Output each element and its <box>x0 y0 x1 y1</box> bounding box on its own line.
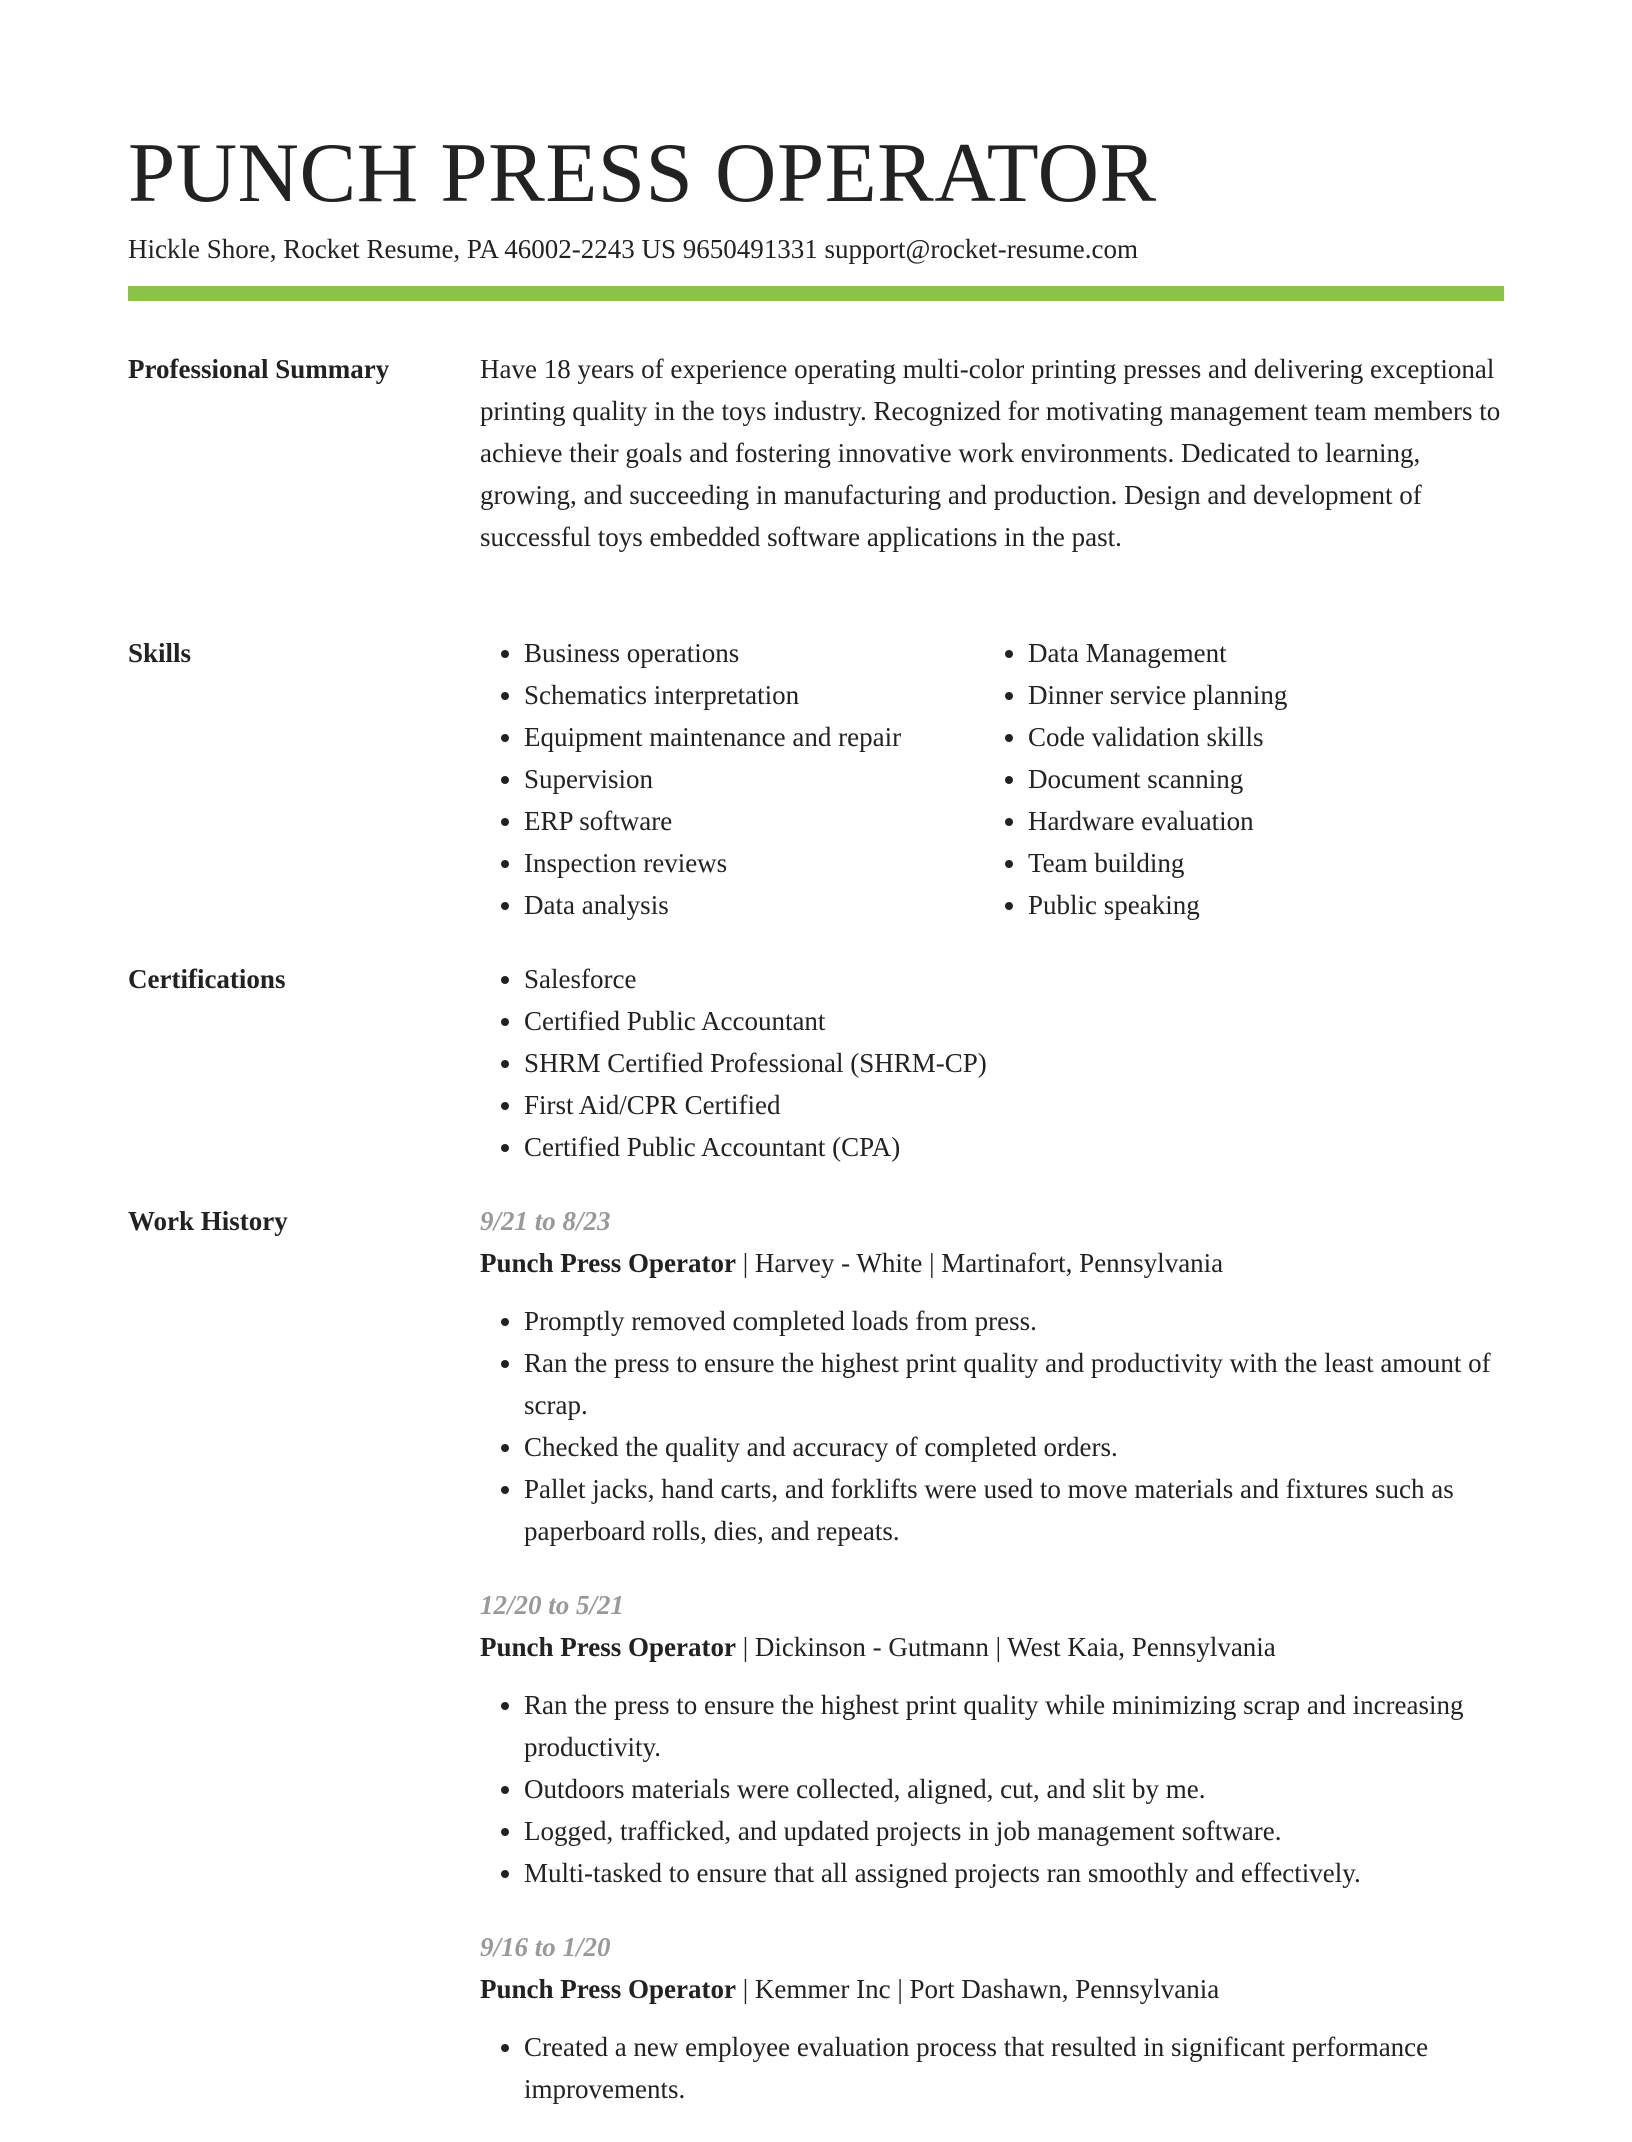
certification-item: • Certified Public Accountant (CPA) <box>524 1126 1504 1168</box>
job-title: Punch Press Operator <box>480 1974 736 2004</box>
skill-item: • Hardware evaluation <box>1028 800 1504 842</box>
job-bullets <box>480 1684 1504 1894</box>
job-title-line <box>480 1626 1504 1668</box>
summary-body <box>480 348 1504 558</box>
skill-item: • Code validation skills <box>1028 716 1504 758</box>
skill-item: • Schematics interpretation <box>524 674 980 716</box>
skill-item: • Public speaking <box>1028 884 1504 926</box>
skill-item: • Data analysis <box>524 884 980 926</box>
skills-list-left <box>480 632 980 926</box>
certifications-section <box>128 958 1504 1178</box>
job-bullets <box>480 2026 1504 2110</box>
skills-body <box>480 632 1504 926</box>
job-bullet: • Logged, trafficked, and updated projects in job management software. <box>524 1810 1504 1852</box>
certifications-body <box>480 958 1504 1168</box>
job-title-line <box>480 1968 1504 2010</box>
job-employer-location: | Harvey - White | Martinafort, Pennsylvania <box>735 1248 1224 1278</box>
skills-column-left <box>480 632 980 926</box>
skills-section <box>128 632 1504 932</box>
skills-columns <box>480 632 1504 926</box>
certification-item: • First Aid/CPR Certified <box>524 1084 1504 1126</box>
work-history-body <box>480 1200 1504 2142</box>
skills-label: Skills <box>128 638 192 668</box>
summary-label: Professional Summary <box>128 354 390 384</box>
job-employer-location: | Dickinson - Gutmann | West Kaia, Pennsylvania <box>735 1632 1276 1662</box>
job-bullet: • Ran the press to ensure the highest print quality and productivity with the least amount of scrap. <box>524 1342 1504 1426</box>
work-history-label: Work History <box>128 1206 288 1236</box>
resume-name: PUNCH PRESS OPERATOR <box>128 126 1157 220</box>
skill-item: • Business operations <box>524 632 980 674</box>
skills-column-right <box>984 632 1504 926</box>
job-entry <box>480 1926 1504 2110</box>
summary-text: Have 18 years of experience operating multi-color printing presses and delivering exceptional printing quality in the toys industry. Recognized for motivating management team members to achieve their goals and fostering innovative work environments. Dedicated to learning, growing, and succeeding in manufacturing and production. Design and development of successful toys embedded software applications in the past. <box>480 354 1501 552</box>
skill-item: • ERP software <box>524 800 980 842</box>
skill-item: • Document scanning <box>1028 758 1504 800</box>
skill-item: • Data Management <box>1028 632 1504 674</box>
accent-divider <box>128 286 1504 301</box>
job-bullet: • Outdoors materials were collected, aligned, cut, and slit by me. <box>524 1768 1504 1810</box>
skills-list-right <box>984 632 1504 926</box>
job-dates: 9/21 to 8/23 <box>480 1206 611 1236</box>
certification-item: • SHRM Certified Professional (SHRM-CP) <box>524 1042 1504 1084</box>
job-title: Punch Press Operator <box>480 1632 736 1662</box>
job-dates: 9/16 to 1/20 <box>480 1932 611 1962</box>
job-entry <box>480 1584 1504 1894</box>
summary-section <box>128 348 1504 608</box>
skill-item: • Inspection reviews <box>524 842 980 884</box>
job-bullet: • Multi-tasked to ensure that all assigned projects ran smoothly and effectively. <box>524 1852 1504 1894</box>
job-bullet: • Created a new employee evaluation process that resulted in significant performance improvements. <box>524 2026 1504 2110</box>
job-dates: 12/20 to 5/21 <box>480 1590 625 1620</box>
certification-item: • Certified Public Accountant <box>524 1000 1504 1042</box>
certifications-list <box>480 958 1504 1168</box>
job-bullet: • Ran the press to ensure the highest print quality while minimizing scrap and increasing productivity. <box>524 1684 1504 1768</box>
job-employer-location: | Kemmer Inc | Port Dashawn, Pennsylvania <box>735 1974 1220 2004</box>
skill-item: • Supervision <box>524 758 980 800</box>
work-history-section <box>128 1200 1504 2104</box>
skill-item: • Team building <box>1028 842 1504 884</box>
certifications-label: Certifications <box>128 964 286 994</box>
job-title: Punch Press Operator <box>480 1248 736 1278</box>
skill-item: • Equipment maintenance and repair <box>524 716 980 758</box>
skill-item: • Dinner service planning <box>1028 674 1504 716</box>
job-title-line <box>480 1242 1504 1284</box>
job-entry <box>480 1200 1504 1552</box>
certification-item: • Salesforce <box>524 958 1504 1000</box>
job-bullet: • Pallet jacks, hand carts, and forklifts were used to move materials and fixtures such as paperboard rolls, dies, and repeats. <box>524 1468 1504 1552</box>
job-bullet: • Checked the quality and accuracy of completed orders. <box>524 1426 1504 1468</box>
job-bullet: • Promptly removed completed loads from press. <box>524 1300 1504 1342</box>
contact-line: Hickle Shore, Rocket Resume, PA 46002-2243 US 9650491331 support@rocket-resume.com <box>128 234 1138 264</box>
job-bullets <box>480 1300 1504 1552</box>
